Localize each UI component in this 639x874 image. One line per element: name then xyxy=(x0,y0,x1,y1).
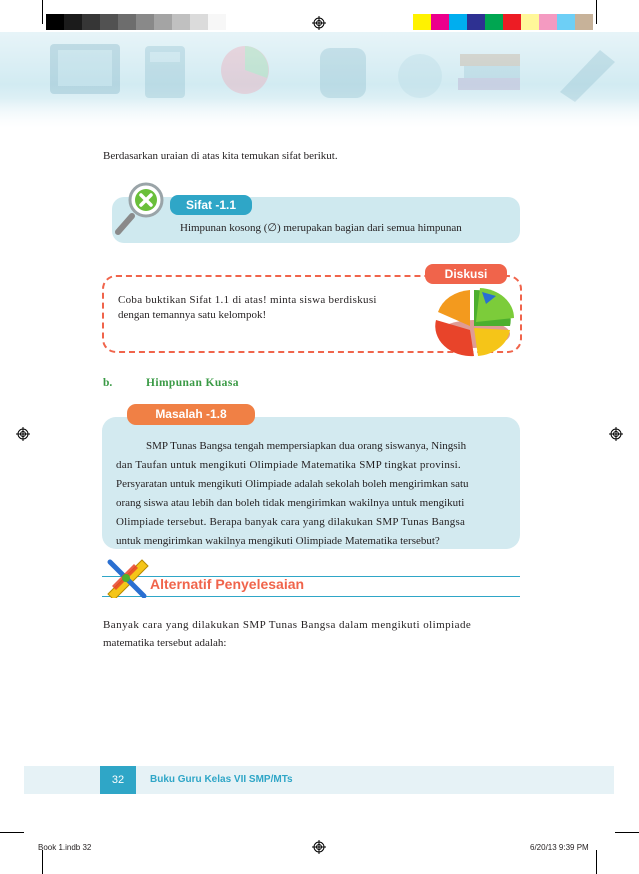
masalah-label: Masalah -1.8 xyxy=(127,404,255,425)
color-swatch xyxy=(449,14,467,30)
answer-line2: matematika tersebut adalah: xyxy=(103,637,227,649)
page-number: 32 xyxy=(100,766,136,794)
crop-mark xyxy=(42,850,43,874)
color-swatch xyxy=(154,14,172,30)
color-swatch xyxy=(100,14,118,30)
alternatif-label: Alternatif Penyelesaian xyxy=(150,576,305,592)
registration-mark-icon xyxy=(16,427,30,441)
pencil-ruler-icon xyxy=(104,556,150,598)
diskusi-text-line1: Coba buktikan Sifat 1.1 di atas! minta siswa berdiskusi xyxy=(118,294,377,306)
registration-mark-icon xyxy=(312,840,326,854)
color-swatch xyxy=(521,14,539,30)
masalah-line: orang siswa atau lebih dan boleh tidak mengirimkan wakilnya untuk mengikuti xyxy=(116,497,465,509)
alternatif-rule xyxy=(102,596,520,597)
gray-swatch-bar xyxy=(46,14,226,30)
sifat-label: Sifat -1.1 xyxy=(170,195,252,215)
color-swatch xyxy=(575,14,593,30)
section-title: Himpunan Kuasa xyxy=(146,377,239,389)
diskusi-label: Diskusi xyxy=(425,264,507,284)
color-swatch xyxy=(208,14,226,30)
color-swatch xyxy=(172,14,190,30)
crop-mark xyxy=(596,0,597,24)
color-swatch xyxy=(413,14,431,30)
color-swatch xyxy=(503,14,521,30)
pie-chart-icon xyxy=(430,282,520,358)
diskusi-text-line2: dengan temannya satu kelompok! xyxy=(118,309,267,321)
magnifier-x-icon xyxy=(112,178,172,238)
intro-text: Berdasarkan uraian di atas kita temukan sifat berikut. xyxy=(103,150,338,162)
masalah-line: Olimpiade tersebut. Berapa banyak cara yang dilakukan SMP Tunas Bangsa xyxy=(116,516,466,528)
header-decoration xyxy=(0,32,639,128)
slug-left: Book 1.indb 32 xyxy=(38,843,92,852)
crop-mark xyxy=(615,832,639,833)
color-swatch xyxy=(46,14,64,30)
color-swatch xyxy=(467,14,485,30)
color-swatch xyxy=(64,14,82,30)
section-letter: b. xyxy=(103,377,113,389)
crop-mark xyxy=(596,850,597,874)
registration-mark-icon xyxy=(312,16,326,30)
slug-right: 6/20/13 9:39 PM xyxy=(530,843,589,852)
color-swatch xyxy=(136,14,154,30)
masalah-line: untuk mengirimkan wakilnya mengikuti Olimpiade Matematika tersebut? xyxy=(116,535,440,547)
color-swatch xyxy=(118,14,136,30)
masalah-line: dan Taufan untuk mengikuti Olimpiade Matematika SMP tingkat provinsi. xyxy=(116,459,461,471)
masalah-line: SMP Tunas Bangsa tengah mempersiapkan dua orang siswanya, Ningsih xyxy=(146,440,467,452)
color-swatch xyxy=(557,14,575,30)
sifat-text: Himpunan kosong (∅) merupakan bagian dari semua himpunan xyxy=(180,222,462,234)
color-swatch-bar xyxy=(413,14,593,30)
crop-mark xyxy=(42,0,43,24)
masalah-line: Persyaratan untuk mengikuti Olimpiade adalah sekolah boleh mengirimkan satu xyxy=(116,478,469,490)
registration-mark-icon xyxy=(609,427,623,441)
color-swatch xyxy=(539,14,557,30)
color-swatch xyxy=(190,14,208,30)
answer-line1: Banyak cara yang dilakukan SMP Tunas Bangsa dalam mengikuti olimpiade xyxy=(103,619,472,631)
color-swatch xyxy=(485,14,503,30)
color-swatch xyxy=(431,14,449,30)
crop-mark xyxy=(0,832,24,833)
footer-book-title: Buku Guru Kelas VII SMP/MTs xyxy=(150,774,293,785)
color-swatch xyxy=(82,14,100,30)
